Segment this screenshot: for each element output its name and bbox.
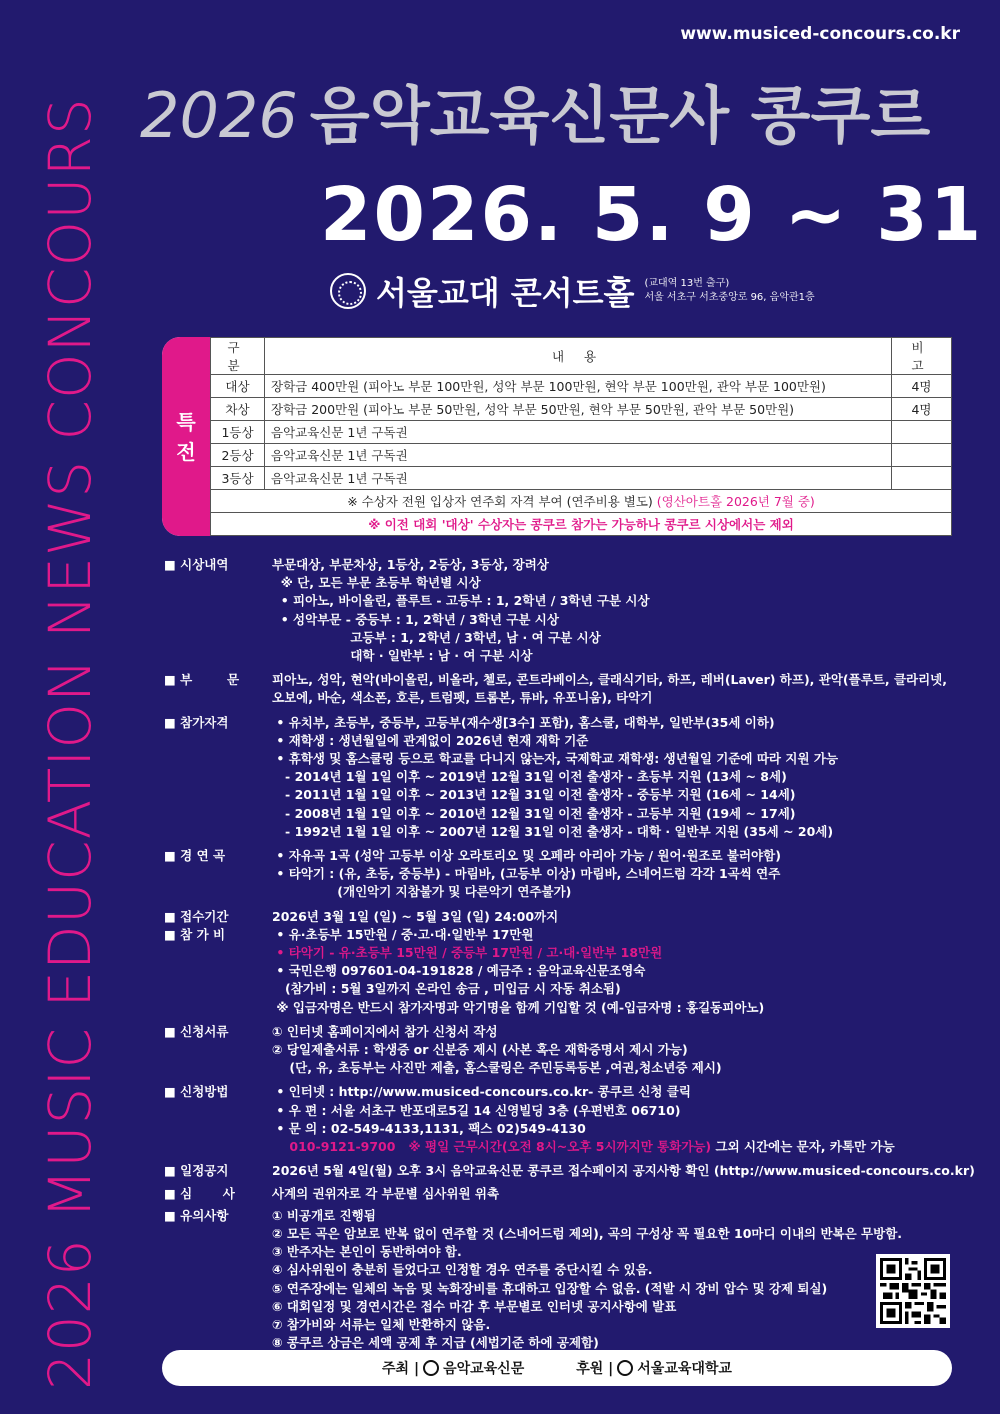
info-body (272, 1023, 964, 1078)
info-line: ⑧ 콩쿠르 상금은 세액 공제 후 지급 (세법기준 하에 공제함) (272, 1335, 599, 1351)
info-fee (164, 926, 964, 1017)
page-title (140, 66, 980, 155)
info-line-website[interactable]: • 인터넷 : http://www.musiced-concours.co.kr- 콩쿠르 신청 클릭 (272, 1084, 691, 1100)
table-row (211, 421, 952, 444)
info-body (272, 1207, 964, 1353)
host-name: 음악교육신문 (443, 1361, 525, 1377)
header-note: 비 고 (892, 338, 952, 375)
info-repertoire (164, 847, 964, 902)
info-line: 고등부 : 1, 2학년 / 3학년, 남 · 여 구분 시상 (272, 629, 601, 645)
content-cell: 음악교육신문 1년 구독권 (265, 467, 892, 490)
prize-tab-char-1: 특 (176, 410, 196, 434)
prize-tab-char-2: 전 (176, 440, 196, 464)
exclusion-note: ※ 이전 대회 '대상' 수상자는 콩쿠르 참가는 가능하나 콩쿠르 시상에서는 제외 (211, 513, 952, 536)
website-url[interactable]: www.musiced-concours.co.kr (680, 24, 960, 44)
info-docs (164, 1023, 964, 1078)
info-line: ⑥ 대회일정 및 경연시간은 접수 마감 후 부문별로 인터넷 공지사항에 발표 (272, 1298, 677, 1314)
content-cell: 장학금 400만원 (피아노 부문 100만원, 성악 부문 100만원, 현악 부문 100만원, 관악 부문 100만원) (265, 375, 892, 398)
footnote-cell (211, 490, 952, 513)
info-label: ■ 신청방법 (164, 1084, 229, 1100)
info-body (272, 714, 964, 841)
content-cell: 음악교육신문 1년 구독권 (265, 444, 892, 467)
note-cell: 4명 (892, 398, 952, 421)
vertical-title: 2026 MUSIC EDUCATION NEWS CONCOURS (36, 97, 104, 1390)
info-line: • 재학생 : 생년월일에 관계없이 2026년 현재 재학 기준 (272, 732, 589, 748)
info-judge (164, 1185, 964, 1203)
host (382, 1358, 524, 1378)
info-line: ② 당일제출서류 : 학생증 or 신분증 제시 (사본 혹은 재학증명서 제시 가능) (272, 1042, 688, 1058)
phone-hours: 010-9121-9700 ※ 평일 근무시간(오전 8시~오후 5시까지만 통화가능) (272, 1139, 712, 1155)
info-label: ■ 일정공지 (164, 1163, 229, 1179)
info-line-bank: • 국민은행 097601-04-191828 / 예금주 : 음악교육신문조영숙 (272, 963, 646, 979)
info-line: ⑦ 참가비와 서류는 일체 반환하지 않음. (272, 1316, 491, 1332)
sponsor-label: 후원 | (576, 1361, 614, 1377)
note-cell (892, 444, 952, 467)
note-cell: 4명 (892, 375, 952, 398)
info-line: • 자유곡 1곡 (성악 고등부 이상 오라토리오 및 오페라 아리아 가능 / 원어·원조로 불러야함) (272, 848, 781, 864)
title-year: 2026 (140, 79, 298, 152)
info-line: (참가비 : 5월 3일까지 온라인 송금 , 미입금 시 자동 취소됨) (272, 981, 621, 997)
table-footnote-row (211, 513, 952, 536)
table-row (211, 375, 952, 398)
info-label: ■ 심 사 (164, 1185, 235, 1201)
university-logo-icon (617, 1360, 633, 1376)
info-announce (164, 1162, 975, 1180)
info-line: 2026년 5월 4일(월) 오후 3시 음악교육신문 콩쿠르 접수페이지 공지사항 확인 (http://www.musiced-concours.co.kr) (272, 1163, 975, 1179)
newspaper-logo-icon (423, 1360, 439, 1376)
info-body (272, 1185, 964, 1203)
info-list (164, 556, 975, 1352)
info-line: (단, 유, 초등부는 사진만 제출, 홈스쿨링은 주민등록등본 ,여권,청소년증 제시) (272, 1060, 722, 1076)
table-row (211, 467, 952, 490)
venue (330, 268, 815, 314)
footnote-text: ※ 수상자 전원 입상자 연주회 자격 부여 (연주비용 별도) (347, 494, 653, 509)
info-label: ■ 유의사항 (164, 1207, 229, 1223)
info-line: • 우 편 : 서울 서초구 반포대로5길 14 신영빌딩 3층 (우편번호 06710) (272, 1102, 681, 1118)
info-label: ■ 부 문 (164, 672, 240, 688)
info-awards (164, 556, 964, 665)
info-line: 사계의 권위자로 각 부문별 심사위원 위촉 (272, 1185, 500, 1201)
info-line: • 휴학생 및 홈스쿨링 등으로 학교를 다니지 않는자, 국제학교 재학생: 생년월일 기준에 따라 지원 가능 (272, 751, 839, 767)
info-line: ② 모든 곡은 암보로 반복 없이 연주할 것 (스네어드럼 제외), 곡의 구성상 꼭 필요한 10마디 이내의 반복은 무방함. (272, 1225, 903, 1241)
info-line-percussion-fee: • 타악기 - 유·초등부 15만원 / 중등부 17만원 / 고·대·일반부 18만원 (272, 945, 663, 961)
info-line-phone (272, 1138, 964, 1156)
info-body (272, 847, 964, 902)
info-label: ■ 접수기간 (164, 908, 229, 924)
info-division (164, 671, 964, 707)
rank-cell: 대상 (211, 375, 265, 398)
header-content: 내 용 (265, 338, 892, 375)
info-line: ⑤ 연주장에는 일체의 녹음 및 녹화장비를 휴대하고 입장할 수 없음. (적발 시 장비 압수 및 강제 퇴실) (272, 1280, 828, 1296)
sponsor (576, 1358, 732, 1378)
content-cell: 음악교육신문 1년 구독권 (265, 421, 892, 444)
footnote-venue: (영산아트홀 2026년 7월 중) (656, 494, 815, 509)
note-cell (892, 467, 952, 490)
content-cell: 장학금 200만원 (피아노 부문 50만원, 성악 부문 50만원, 현악 부문 50만원, 관악 부문 50만원) (265, 398, 892, 421)
info-notes (164, 1207, 964, 1353)
event-date: 2026. 5. 9 ~ 31 (320, 172, 984, 258)
info-eligibility (164, 714, 964, 841)
rank-cell: 3등상 (211, 467, 265, 490)
info-line: ① 비공개로 진행됨 (272, 1207, 376, 1223)
info-body (272, 1162, 975, 1180)
footer-bar (162, 1350, 952, 1386)
info-line: 2026년 3월 1일 (일) ~ 5월 3일 (일) 24:00까지 (272, 908, 559, 924)
info-line: ④ 심사위원이 충분히 들었다고 인정할 경우 연주를 중단시킬 수 있음. (272, 1262, 653, 1278)
info-line: • 유·초등부 15만원 / 중·고·대·일반부 17만원 (272, 926, 534, 942)
info-line: - 1992년 1월 1일 이후 ~ 2007년 12월 31일 이전 출생자 - 대학 · 일반부 지원 (35세 ~ 20세) (272, 823, 834, 839)
table-row (211, 398, 952, 421)
info-line: • 피아노, 바이올린, 플루트 - 고등부 : 1, 2학년 / 3학년 구분 시상 (272, 593, 650, 609)
info-body (272, 1083, 964, 1156)
info-line: - 2008년 1월 1일 이후 ~ 2010년 12월 31일 이전 출생자 - 고등부 지원 (19세 ~ 17세) (272, 805, 796, 821)
venue-street: 서울 서초구 서초중앙로 96, 음악관1층 (644, 292, 815, 303)
info-label: ■ 참 가 비 (164, 926, 226, 942)
info-line: ※ 단, 모든 부문 초등부 학년별 시상 (272, 575, 481, 591)
info-line: ※ 입금자명은 반드시 참가자명과 악기명을 함께 기입할 것 (예-입금자명 : 홍길동피아노) (272, 999, 765, 1015)
info-line: • 타악기 : (유, 초등, 중등부) - 마림바, (고등부 이상) 마림바, 스네어드럼 각각 1곡씩 연주 (272, 866, 781, 882)
info-line: (개인악기 지참불가 및 다른악기 연주불가) (272, 884, 572, 900)
prize-table (210, 337, 952, 536)
prize-tab-label (162, 407, 210, 467)
info-label: ■ 신청서류 (164, 1023, 229, 1039)
title-name: 음악교육신문사 콩쿠르 (309, 79, 931, 152)
venue-exit: (교대역 13번 출구) (644, 278, 730, 289)
qr-code-icon[interactable] (876, 1254, 950, 1328)
info-line: • 문 의 : 02-549-4133,1131, 팩스 02)549-4130 (272, 1120, 586, 1136)
phone-other: 그외 시간에는 문자, 카톡만 가능 (711, 1139, 895, 1155)
info-line: 오보에, 바순, 색소폰, 호른, 트럼펫, 트롬본, 튜바, 유포니움), 타악기 (272, 690, 653, 706)
prize-table-box (162, 337, 952, 536)
info-line: ① 인터넷 홈페이지에서 참가 신청서 작성 (272, 1023, 498, 1039)
info-body (272, 908, 964, 926)
table-footnote-row (211, 490, 952, 513)
rank-cell: 차상 (211, 398, 265, 421)
info-body (272, 926, 964, 1017)
info-line: • 성악부문 - 중등부 : 1, 2학년 / 3학년 구분 시상 (272, 611, 559, 627)
info-line: 대학 · 일반부 : 남 · 여 구분 시상 (272, 648, 533, 664)
info-label: ■ 참가자격 (164, 714, 229, 730)
info-line: - 2014년 1월 1일 이후 ~ 2019년 12월 31일 이전 출생자 - 초등부 지원 (13세 ~ 8세) (272, 769, 787, 785)
venue-address (644, 277, 814, 305)
info-body (272, 556, 964, 665)
info-line: 부문대상, 부문차상, 1등상, 2등상, 3등상, 장려상 (272, 557, 549, 572)
rank-cell: 1등상 (211, 421, 265, 444)
info-period (164, 908, 964, 926)
info-line: • 유치부, 초등부, 중등부, 고등부(재수생[3수] 포함), 홈스쿨, 대학부, 일반부(35세 이하) (272, 714, 775, 730)
info-label: ■ 경 연 곡 (164, 848, 226, 864)
header-rank: 구 분 (211, 338, 265, 375)
info-label: ■ 시상내역 (164, 557, 229, 572)
university-emblem-icon (330, 273, 366, 309)
table-header-row (211, 338, 952, 375)
table-row (211, 444, 952, 467)
info-line: - 2011년 1월 1일 이후 ~ 2013년 12월 31일 이전 출생자 - 중등부 지원 (16세 ~ 14세) (272, 787, 796, 803)
host-label: 주최 | (382, 1361, 420, 1377)
rank-cell: 2등상 (211, 444, 265, 467)
sponsor-name: 서울교육대학교 (637, 1361, 732, 1377)
info-line: ③ 반주자는 본인이 동반하여야 함. (272, 1244, 462, 1260)
note-cell (892, 421, 952, 444)
info-method (164, 1083, 964, 1156)
venue-name: 서울교대 콘서트홀 (376, 274, 635, 312)
info-line: 피아노, 성악, 현악(바이올린, 비올라, 첼로, 콘트라베이스, 클래식기타, 하프, 레버(Laver) 하프), 관악(플루트, 클라리넷, (272, 672, 948, 688)
info-body (272, 671, 964, 707)
